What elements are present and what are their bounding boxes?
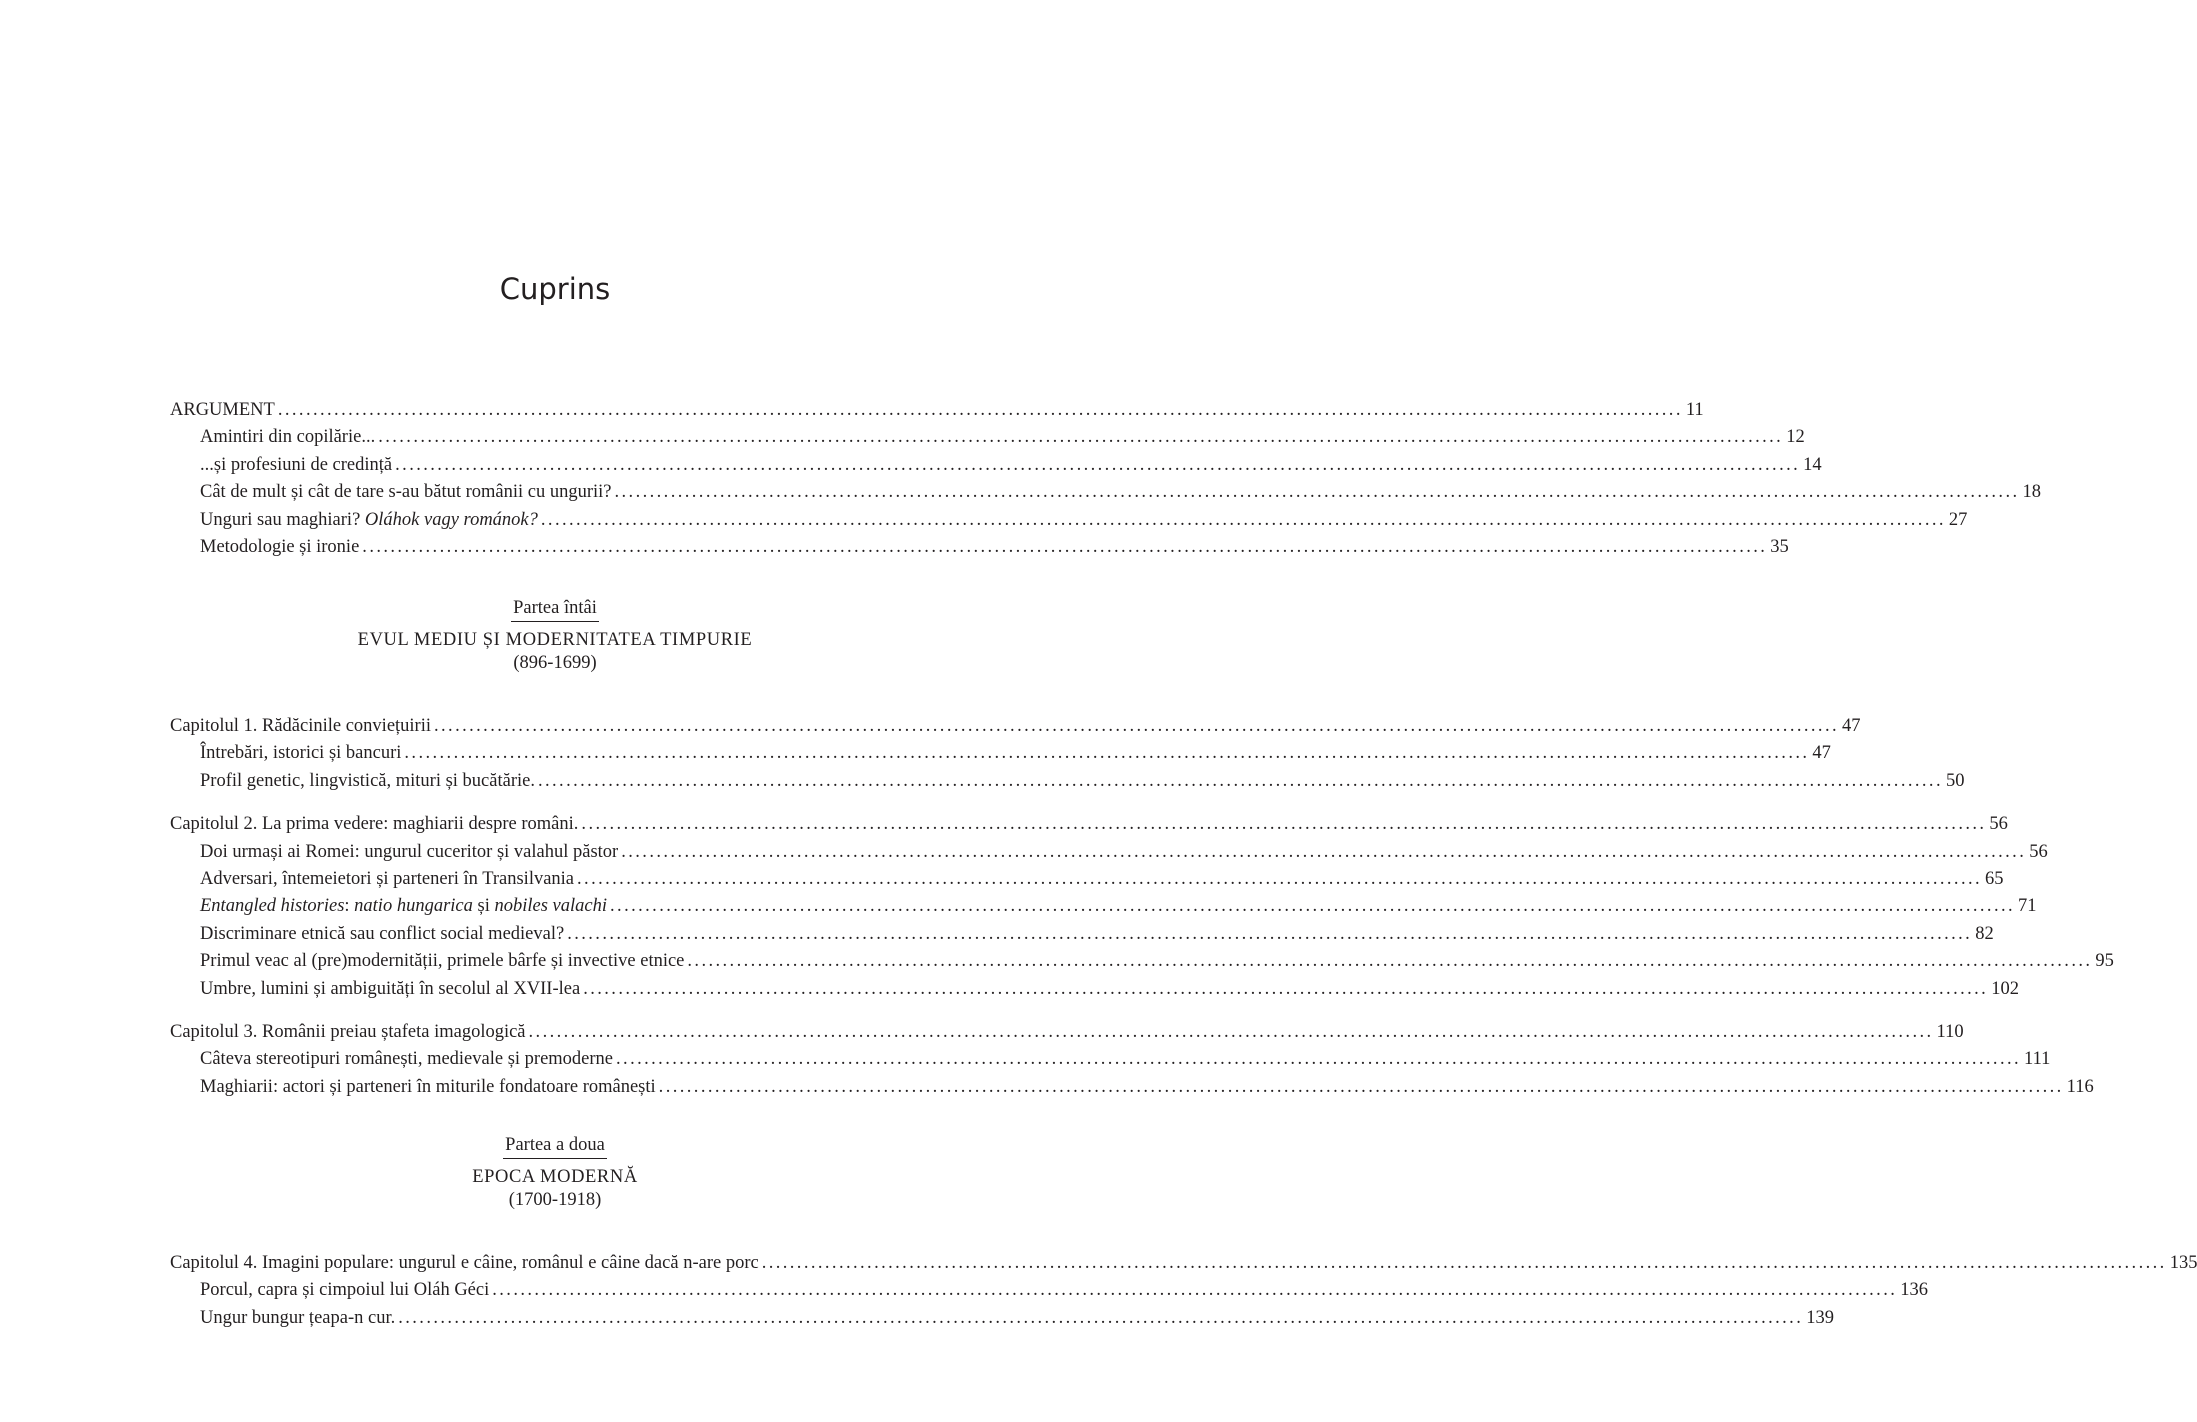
page-number: 102 (1991, 978, 2019, 999)
entry-text: Cât de mult și cât de tare s-au bătut românii cu ungurii? (200, 482, 612, 503)
part-label: Partea întâi (511, 598, 599, 622)
entry-title (200, 507, 538, 534)
entry-title (200, 1046, 613, 1073)
entry-title (170, 397, 275, 424)
page-number: 82 (1975, 923, 1994, 944)
dot-leader: ........................................................................................................................................................................................................ (614, 482, 2020, 503)
entry-text: Profil genetic, lingvistică, mituri și bucătărie. (200, 770, 535, 791)
toc-subentry[interactable] (170, 921, 1994, 948)
entry-title (200, 866, 574, 893)
entry-text: Unguri sau maghiari? (200, 509, 365, 530)
toc-section-part-2 (170, 1250, 2197, 1332)
dot-leader: ........................................................................................................................................................................................................ (362, 536, 1768, 557)
toc-subentry[interactable] (170, 976, 2019, 1003)
toc-subentry[interactable] (170, 1046, 2051, 1073)
page-number: 71 (2018, 896, 2037, 917)
page-number: 47 (1842, 716, 1861, 736)
entry-title (200, 1074, 656, 1101)
page-number: 56 (1989, 814, 2008, 835)
entry-text: Amintiri din copilărie... (200, 427, 376, 448)
dot-leader: ........................................................................................................................................................................................................ (577, 868, 1983, 889)
entry-text: Discriminare etnică sau conflict social medieval? (200, 923, 565, 944)
dot-leader: ........................................................................................................................................................................................................ (528, 1021, 1934, 1042)
toc-entry[interactable] (170, 1019, 1964, 1046)
entry-text: Capitolul 1. Rădăcinile conviețuirii (170, 716, 431, 736)
toc-entry[interactable] (170, 1250, 2197, 1277)
entry-text: Primul veac al (pre)modernității, primele bârfe și invective etnice (200, 951, 685, 972)
page-number: 56 (2029, 841, 2048, 862)
entry-text: ...și profesiuni de credință (200, 454, 393, 475)
page-number: 65 (1985, 868, 2004, 889)
dot-leader: ........................................................................................................................................................................................................ (537, 770, 1943, 791)
toc-subentry[interactable] (170, 1074, 2094, 1101)
toc-subentry[interactable] (170, 768, 1965, 795)
page-number: 110 (1936, 1021, 1964, 1042)
part-dates: (896-1699) (513, 653, 597, 673)
part-title: EPOCA MODERNĂ (472, 1167, 638, 1187)
toc-subentry[interactable] (170, 866, 2004, 893)
dot-leader: ........................................................................................................................................................................................................ (581, 814, 1987, 835)
toc-entry[interactable] (170, 397, 1704, 424)
italic-text: natio hungarica (354, 896, 473, 917)
entry-title (200, 839, 618, 866)
entry-text: Adversari, întemeietori și parteneri în Transilvania (200, 868, 575, 889)
toc-subentry[interactable] (170, 948, 2114, 975)
toc-subentry[interactable] (170, 479, 2041, 506)
entry-text: ARGUMENT (170, 400, 275, 420)
entry-title (200, 1277, 489, 1304)
entry-title (200, 921, 564, 948)
toc-subentry[interactable] (170, 740, 1831, 767)
entry-title (170, 1019, 526, 1046)
toc-subentry[interactable] (170, 893, 2037, 920)
entry-text: Doi urmași ai Romei: ungurul cuceritor și valahul păstor (200, 841, 619, 862)
page-number: 135 (2169, 1253, 2197, 1273)
entry-title (200, 534, 359, 561)
entry-text: Capitolul 3. Românii preiau ștafeta imagologică (170, 1021, 526, 1042)
section-gap (170, 1003, 943, 1019)
dot-leader: ........................................................................................................................................................................................................ (492, 1280, 1898, 1301)
entry-text: Capitolul 2. La prima vedere: maghiarii despre români. (170, 814, 579, 835)
page-number: 27 (1948, 509, 1968, 530)
toc-subentry[interactable] (170, 452, 1822, 479)
entry-text: Umbre, lumini și ambiguități în secolul al XVII-lea (200, 978, 581, 999)
entry-title (170, 811, 578, 838)
page-number: 47 (1812, 743, 1831, 764)
page-number: 12 (1786, 427, 1805, 448)
toc-entry[interactable] (170, 713, 1861, 740)
dot-leader: ........................................................................................................................................................................................................ (761, 1253, 2167, 1273)
part-label: Partea a doua (503, 1135, 607, 1159)
toc-entry[interactable] (170, 811, 2008, 838)
page-number: 50 (1945, 770, 1965, 791)
page-number: 136 (1900, 1280, 1928, 1301)
entry-title (170, 713, 431, 740)
entry-text: și (472, 896, 495, 917)
dot-leader: ........................................................................................................................................................................................................ (404, 743, 1810, 764)
toc-subentry[interactable] (170, 839, 2048, 866)
part-heading-1 (0, 598, 1110, 674)
dot-leader: ........................................................................................................................................................................................................ (395, 454, 1801, 475)
toc-subentry[interactable] (170, 1277, 1928, 1304)
entry-text: Maghiarii: actori și parteneri în miturile fondatoare românești (200, 1076, 656, 1097)
page-title: Cuprins (499, 272, 611, 306)
toc-subentry[interactable] (170, 424, 1805, 451)
entry-text: : (344, 896, 355, 917)
entry-title (200, 1305, 395, 1332)
part-heading-2 (0, 1135, 1110, 1211)
italic-text: Entangled histories (200, 896, 345, 917)
toc-subentry[interactable] (170, 1305, 1834, 1332)
page-number: 35 (1770, 536, 1789, 557)
dot-leader: ........................................................................................................................................................................................................ (658, 1076, 2064, 1097)
entry-text: Ungur bungur țeapa-n cur. (200, 1307, 396, 1328)
entry-text: Câteva stereotipuri românești, medievale și premoderne (200, 1049, 614, 1070)
entry-text: Întrebări, istorici și bancuri (200, 743, 402, 764)
page-number: 116 (2066, 1076, 2094, 1097)
entry-title (200, 976, 580, 1003)
italic-text: nobiles valachi (494, 896, 608, 917)
part-dates: (1700-1918) (508, 1190, 602, 1210)
entry-text: Capitolul 4. Imagini populare: ungurul e câine, românul e câine dacă n-are porc (170, 1253, 759, 1273)
dot-leader: ........................................................................................................................................................................................................ (687, 951, 2093, 972)
dot-leader: ........................................................................................................................................................................................................ (378, 427, 1784, 448)
section-gap (170, 795, 943, 811)
entry-title (200, 740, 401, 767)
entry-title (200, 948, 684, 975)
entry-title (200, 479, 612, 506)
entry-text: Metodologie și ironie (200, 536, 360, 557)
toc-subentry[interactable] (170, 534, 1789, 561)
dot-leader: ........................................................................................................................................................................................................ (540, 509, 1946, 530)
dot-leader: ........................................................................................................................................................................................................ (434, 716, 1839, 736)
dot-leader: ........................................................................................................................................................................................................ (616, 1049, 2022, 1070)
part-title: EVUL MEDIU ȘI MODERNITATEA TIMPURIE (357, 630, 753, 650)
toc-section-part-1 (170, 713, 2114, 1101)
page-number: 139 (1806, 1307, 1834, 1328)
toc-subentry[interactable] (170, 507, 1968, 534)
dot-leader: ........................................................................................................................................................................................................ (277, 400, 1683, 420)
dot-leader: ........................................................................................................................................................................................................ (621, 841, 2027, 862)
page-number: 11 (1685, 400, 1704, 420)
entry-title (200, 768, 535, 795)
toc-section-argument (170, 397, 2041, 561)
page-number: 111 (2024, 1049, 2051, 1070)
italic-text: Oláhok vagy románok? (364, 509, 538, 530)
entry-title (200, 893, 607, 920)
dot-leader: ........................................................................................................................................................................................................ (398, 1307, 1804, 1328)
dot-leader: ........................................................................................................................................................................................................ (583, 978, 1989, 999)
page-number: 95 (2095, 951, 2114, 972)
dot-leader: ........................................................................................................................................................................................................ (610, 896, 2016, 917)
page-number: 14 (1803, 454, 1822, 475)
dot-leader: ........................................................................................................................................................................................................ (567, 923, 1973, 944)
entry-title (170, 1250, 759, 1277)
entry-title (200, 452, 392, 479)
entry-text: Porcul, capra și cimpoiul lui Oláh Géci (200, 1280, 490, 1301)
page-number: 18 (2022, 482, 2041, 503)
entry-title (200, 424, 375, 451)
